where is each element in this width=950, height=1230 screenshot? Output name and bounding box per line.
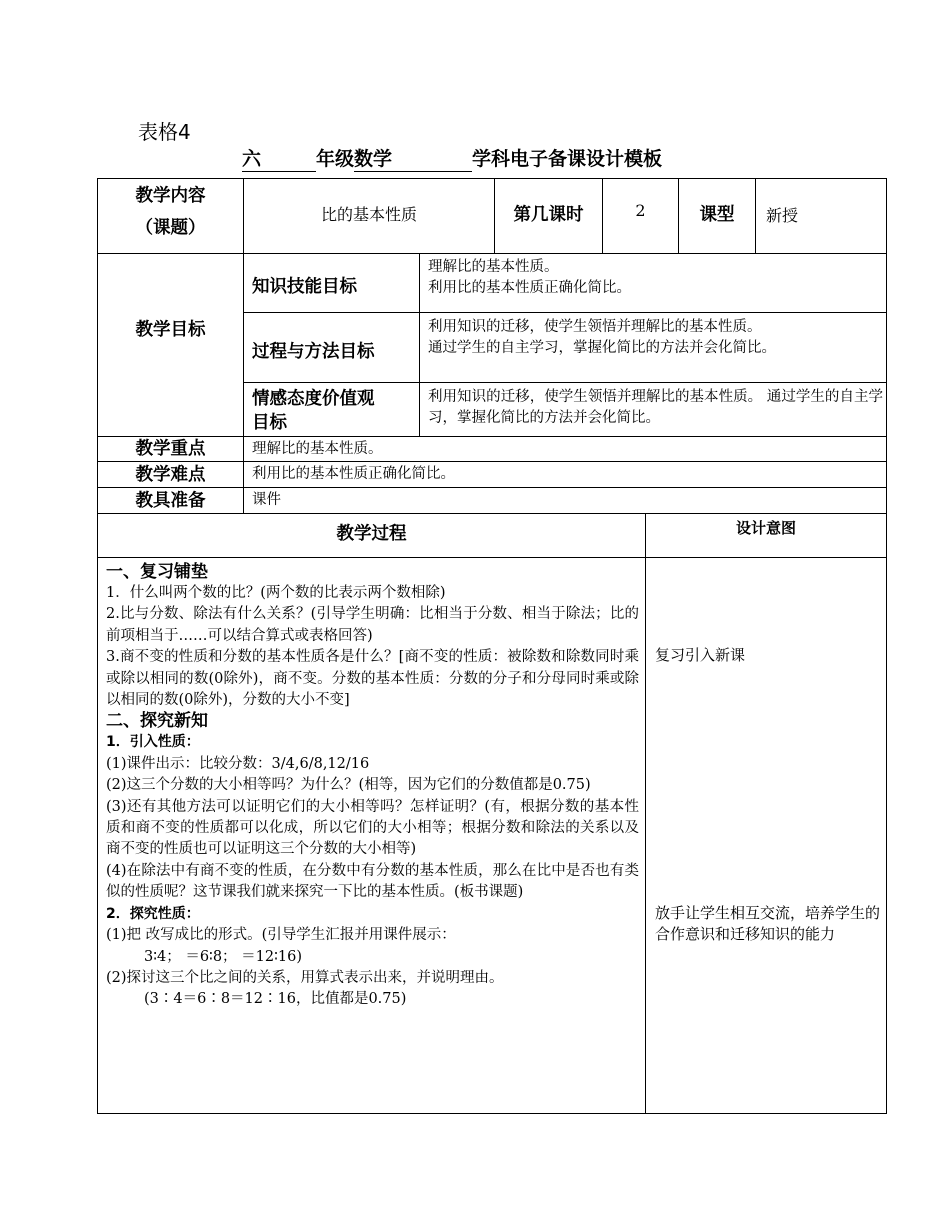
process-header: 教学过程 xyxy=(336,524,407,544)
process-goal-line1: 利用知识的迁移，使学生领悟并理解比的基本性质。 xyxy=(428,319,762,335)
process-goal-label: 过程与方法目标 xyxy=(252,342,375,362)
subsection-explore: 2．探究性质： xyxy=(106,905,200,922)
lesson-topic: 比的基本性质 xyxy=(320,205,417,224)
review-item-1: 1．什么叫两个数的比？(两个数的比表示两个数相除) xyxy=(106,585,446,601)
process-content xyxy=(106,562,639,1011)
introduce-step-3: (3)还有其他方法可以证明它们的大小相等吗？怎样证明？(有，根据分数的基本性质和商不变的性质都可以化成，所以它们的大小相等；根据分数和除法的关系以及商不变的性质也可以证明这三个分数的大小相等) xyxy=(106,798,639,858)
introduce-step-1: (1)课件出示：比较分数：3/4,6/8,12/16 xyxy=(106,755,370,772)
difficulty-value: 利用比的基本性质正确化简比。 xyxy=(252,466,455,482)
knowledge-goal-label: 知识技能目标 xyxy=(252,277,357,297)
difficulty-label: 教学难点 xyxy=(135,465,206,485)
subject-value: 数学 xyxy=(354,144,472,172)
intent-review: 复习引入新课 xyxy=(655,646,746,664)
emotion-goal-label-line2: 目标 xyxy=(252,413,287,433)
emotion-goal-label-line1: 情感态度价值观 xyxy=(252,389,375,409)
tools-label: 教具准备 xyxy=(135,491,206,511)
emotion-goal-text: 利用知识的迁移，使学生领悟并理解比的基本性质。 通过学生的自主学习，掌握化简比的方法并会化简比。 xyxy=(428,389,883,426)
knowledge-goal-text xyxy=(428,257,883,299)
table-number-heading: 表格4 xyxy=(138,120,191,144)
subsection-introduce: 1．引入性质： xyxy=(106,734,200,751)
grade-value: 六 xyxy=(242,144,316,172)
grade-suffix: 年级 xyxy=(316,148,355,170)
explore-step-2-answer: (3∶4＝6∶8＝12∶16，比值都是0.75) xyxy=(144,991,407,1008)
intent-header: 设计意图 xyxy=(735,519,796,537)
explore-step-1-answer: 3∶4； ＝6∶8； ＝12∶16) xyxy=(144,948,302,965)
goals-label: 教学目标 xyxy=(135,320,206,340)
introduce-step-4: (4)在除法中有商不变的性质，在分数中有分数的基本性质，那么在比中是否也有类似的性质呢？这节课我们就来探究一下比的基本性质。(板书课题) xyxy=(106,862,639,901)
tools-value: 课件 xyxy=(252,492,281,508)
intent-explore: 放手让学生相互交流，培养学生的合作意识和迁移知识的能力 xyxy=(655,904,881,943)
lesson-number-label: 第几课时 xyxy=(513,205,584,225)
introduce-step-2: (2)这三个分数的大小相等吗？为什么？(相等，因为它们的分数值都是0.75) xyxy=(106,777,591,794)
explore-step-1: (1)把 改写成比的形式。(引导学生汇报并用课件展示： xyxy=(106,927,456,944)
lesson-type-label: 课型 xyxy=(699,205,735,225)
knowledge-goal-line1: 理解比的基本性质。 xyxy=(428,259,559,275)
title-suffix: 学科电子备课设计模板 xyxy=(472,148,663,170)
content-label-line1: 教学内容 xyxy=(135,186,206,206)
explore-step-2: (2)探讨这三个比之间的关系，用算式表示出来，并说明理由。 xyxy=(106,969,504,986)
lesson-number-value: 2 xyxy=(635,201,646,220)
content-label-line2: （课题） xyxy=(135,218,206,238)
review-item-2: 2.比与分数、除法有什么关系？(引导学生明确：比相当于分数、相当于除法；比的前项相当于……可以结合算式或表格回答) xyxy=(106,606,639,644)
content-label xyxy=(98,180,243,244)
emotion-goal-label xyxy=(252,387,417,435)
process-goal-text xyxy=(428,317,883,359)
review-item-3: 3.商不变的性质和分数的基本性质各是什么？[商不变的性质：被除数和除数同时乘或除以相同的数(0除外)，商不变。分数的基本性质：分数的分子和分母同时乘或除以相同的数(0除外)，分数的大小不变] xyxy=(106,649,639,709)
process-goal-line2: 通过学生的自主学习，掌握化简比的方法并会化简比。 xyxy=(428,340,776,356)
lesson-type-value: 新授 xyxy=(766,206,799,225)
section-explore-heading: 二、探究新知 xyxy=(106,711,208,732)
document-title xyxy=(242,144,662,172)
section-review-heading: 一、复习铺垫 xyxy=(106,562,208,582)
key-point-label: 教学重点 xyxy=(135,439,206,459)
knowledge-goal-line2: 利用比的基本性质正确化简比。 xyxy=(428,280,631,296)
key-point-value: 理解比的基本性质。 xyxy=(252,441,383,457)
